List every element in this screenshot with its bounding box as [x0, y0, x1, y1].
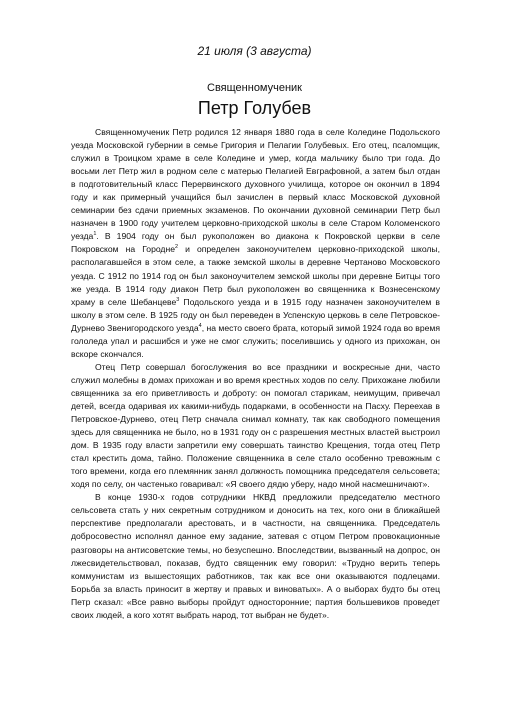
- page-title: Петр Голубев: [197, 98, 312, 118]
- saint-rank: Священномученик: [207, 82, 302, 94]
- paragraph: [71, 361, 440, 491]
- biography-text: [71, 126, 440, 622]
- text-run: . В 1904 году он был рукоположен во диакона к Покровской церкви в селе Покровском на Городне: [71, 231, 440, 255]
- text-run: и определен законоучителем церковно-приходской школы, располагавшейся в этом селе, а также земской школы в деревне Чертаново Московского уезда. С 1912 по 1914 год он был законоучителем земской школы при деревне Битцы того же уезда. В 1914 году диакон Петр был рукоположен во священника к Вознесенскому храму в селе Шебанцеве: [71, 244, 440, 307]
- footnote-ref: 1: [93, 231, 97, 238]
- paragraph: [71, 126, 440, 361]
- text-run: , на место своего брата, который зимой 1924 года во время гололеда упал и расшибся и уже не смог служить; поселившись у одного из прихожан, он вскоре скончался.: [71, 322, 440, 359]
- feast-date: 21 июля (3 августа): [197, 44, 312, 58]
- footnote-ref: 2: [174, 244, 179, 251]
- text-run: В конце 1930-х годов сотрудники НКВД предложили председателю местного сельсовета стать у них секретным сотрудником и доносить на тех, кого они в ближайшей перспективе предполагали арестовать, и в частности, на священника. Председатель добросовестно исполнял данное ему задание, затевая с отцом Петром провокационные разговоры на антисоветские темы, но безуспешно. Впоследствии, вызванный на допрос, он лжесвидетельствовал, показав, будто священник ему говорил: «Трудно верить теперь коммунистам из вышестоящих работников, так как все они оказываются подлецами. Борьба за власть приносит в жертву и правых и виноватых». А о выборах будто бы отец Петр сказал: «Все равно выборы пройдут односторонние; партия большевиков проведет своих людей, а кого хотят выбрать народ, тот выбран не будет».: [71, 492, 440, 620]
- footnote-ref: 3: [176, 296, 180, 303]
- footnote-ref: 4: [198, 322, 202, 329]
- text-run: Подольского уезда и в 1915 году назначен законоучителем в школу в этом селе. В 1925 году он был переведен в Успенскую церковь в селе Петровское-Дурнево Звенигородского уезда: [71, 296, 440, 333]
- text-run: Священномученик Петр родился 12 января 1880 года в селе Коледине Подольского уезда Московской губернии в семье Григория и Пелагии Голубевых. Его отец, псаломщик, служил в Троицком храме в селе Коледине и умер, когда мальчику было три года. До восьми лет Петр жил в родном селе с матерью Пелагией Евграфовной, а затем был отдан в подготовительный класс Перервинского духовного училища, которое он окончил в 1894 году и как примерный учащийся был зачислен в первый класс Московской духовной семинарии без сдачи приемных экзаменов. По окончании духовной семинарии Петр был назначен в 1900 году учителем церковно-приходской школы в селе Старом Коломенского уезда: [71, 127, 440, 242]
- paragraph: [71, 491, 440, 621]
- text-run: Отец Петр совершал богослужения во все праздники и воскресные дни, часто служил молебны в домах прихожан и во время крестных ходов по селу. Прихожане любили священника за его приветливость и доброту: он помогал старикам, неимущим, привечал детей, всегда одаривая их какими-нибудь подарками, в особенности на Пасху. Переехав в Петровское-Дурнево, отец Петр сначала снимал комнату, так как свободного помещения здесь для священника не было, но в 1931 году он с разрешения местных властей выстроил дом. В 1935 году власти запретили ему совершать таинство Крещения, тогда отец Петр стал крестить дома, тайно. Положение священника в селе стало особенно тревожным с того времени, когда его племянник занял должность помощника председателя сельсовета; ходя по селу, он частенько говаривал: «Я своего дядю уберу, надо мной насмешничают».: [71, 361, 440, 490]
